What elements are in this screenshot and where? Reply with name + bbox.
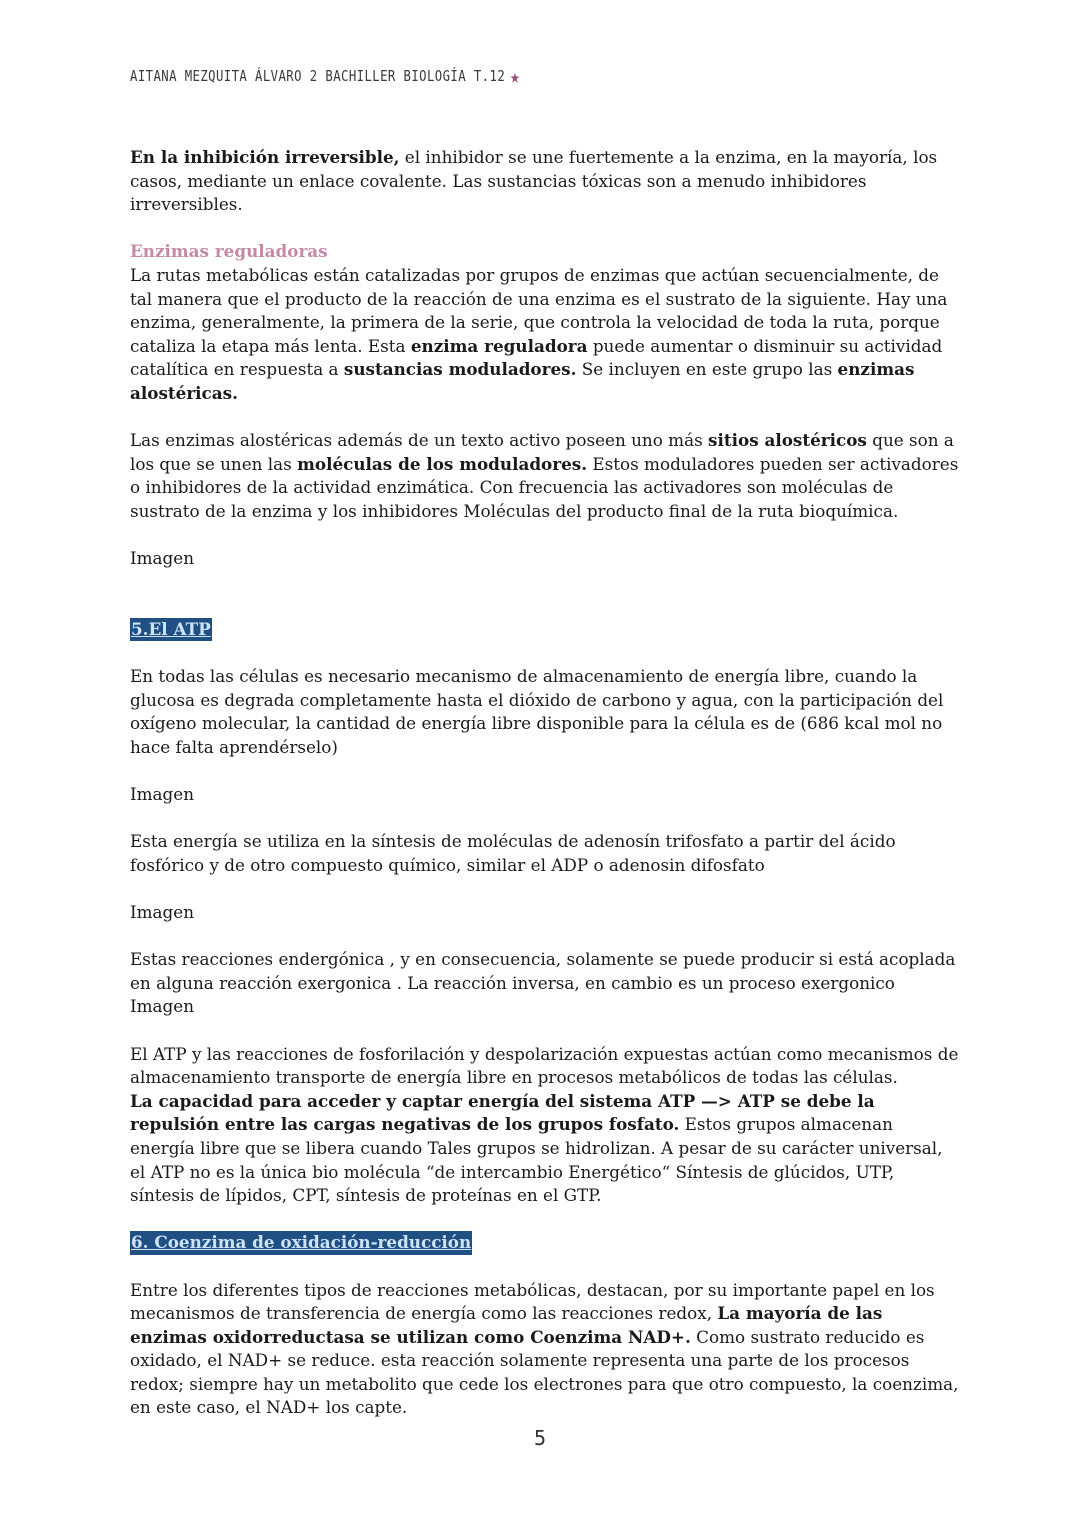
star-icon: ★: [510, 64, 521, 88]
section-heading-atp: [130, 618, 960, 642]
paragraph-text: La rutas metabólicas están catalizadas por grupos de enzimas que actúan secuencialmente, de tal manera que el producto de la reacción de una enzima es el sustrato de la siguiente. Hay una enzima, generalmente, la primera de la serie, que controla la velocidad de toda la ruta, porque cataliza la etapa más lenta. Esta: [130, 264, 948, 356]
image-placeholder: Imagen: [130, 548, 195, 569]
paragraph-energy-storage: En todas las células es necesario mecanismo de almacenamiento de energía libre, cuando la glucosa es degrada completamente hasta el dióxido de carbono y agua, con la participación del oxígeno molecular, la cantidad de energía libre disponible para la célula es de (686 kcal mol no hace falta aprendérselo): [130, 666, 944, 757]
bold-term: La capacidad para acceder y captar energía del sistema ATP —> ATP se debe la repulsión entre las cargas negativas de los grupos fosfato.: [130, 1090, 875, 1135]
bold-term: En la inhibición irreversible,: [130, 147, 400, 167]
paragraph-text: puede aumentar o disminuir su actividad catalítica en respuesta a: [130, 335, 943, 380]
subheading-text: Enzimas reguladoras: [130, 241, 328, 262]
bold-term: enzima reguladora: [410, 335, 588, 356]
paragraph-text: Estos grupos almacenan energía libre que se libera cuando Tales grupos se hidrolizan. A pesar de su carácter universal, el ATP no es la única bio molécula “de intercambio Energético“ Síntesis de glúcidos, UTP, síntesis de lípidos, CPT, síntesis de proteínas en el GTP.: [130, 1114, 943, 1206]
paragraph-text: que son a los que se unen las: [130, 430, 954, 474]
page-body: [130, 146, 960, 1420]
bold-term: enzimas alostéricas.: [130, 359, 915, 403]
paragraph-text: Estos moduladores pueden ser activadores o inhibidores de la actividad enzimática. Con frecuencia las activadores son moléculas de sustrato de la enzima y los inhibidores Moléculas del producto final de la ruta bioquímica.: [130, 453, 959, 521]
paragraph-text: Se incluyen en este grupo las: [576, 359, 838, 380]
paragraph-text: El ATP y las reacciones de fosforilación y despolarización expuestas actúan como mecanismos de almacenamiento transporte de energía libre en procesos metabólicos de todas las células.: [130, 1043, 959, 1088]
header-title: AITANA MEZQUITA ÁLVARO 2 BACHILLER BIOLOGÍA T.12: [130, 67, 506, 85]
paragraph-text: Entre los diferentes tipos de reacciones metabólicas, destacan, por su importante papel en los mecanismos de transferencia de energía como las reacciones redox,: [130, 1279, 935, 1324]
paragraph-text: el inhibidor se une fuertemente a la enzima, en la mayoría, los casos, mediante un enlace covalente. Las sustancias tóxicas son a menudo inhibidores irreversibles.: [130, 147, 938, 215]
paragraph-text: Las enzimas alostéricas además de un texto activo poseen uno más: [130, 430, 709, 451]
paragraph-allosteric-enzymes: [130, 429, 960, 523]
bold-term: La mayoría de las enzimas oxidorreductasa se utilizan como Coenzima NAD+.: [130, 1303, 883, 1347]
page-number: 5: [534, 1426, 547, 1450]
section-title[interactable]: 5.El ATP: [130, 618, 212, 642]
subheading-enzimas-reguladoras: [130, 240, 960, 264]
paragraph-endergonic: Estas reacciones endergónica , y en consecuencia, solamente se puede producir si está acoplada en alguna reacción exergonica . La reacción inversa, en cambio es un proceso exergonico: [130, 949, 956, 993]
paragraph-redox: [130, 1279, 960, 1421]
bold-term: moléculas de los moduladores.: [297, 453, 588, 474]
paragraph-regulatory-enzymes: [130, 264, 960, 406]
bold-term: sitios alostéricos: [708, 430, 867, 451]
image-placeholder: Imagen: [130, 902, 195, 922]
paragraph-atp-reactions: [130, 1043, 960, 1208]
paragraph-irreversible-inhibition: [130, 146, 960, 217]
bold-term: sustancias moduladores.: [343, 359, 577, 380]
paragraph-atp-synthesis: Esta energía se utiliza en la síntesis de moléculas de adenosín trifosfato a partir del ácido fosfórico y de otro compuesto químico, similar el ADP o adenosin difosfato: [130, 831, 896, 875]
page-header: [130, 64, 520, 88]
image-placeholder: Imagen: [130, 996, 195, 1017]
section-title[interactable]: 6. Coenzima de oxidación-reducción: [130, 1231, 472, 1255]
section-heading-coenzyme: [130, 1231, 960, 1255]
paragraph-text: Como sustrato reducido es oxidado, el NAD+ se reduce. esta reacción solamente representa una parte de los procesos redox; siempre hay un metabolito que cede los electrones para que otro compuesto, la coenzima, en este caso, el NAD+ los capte.: [130, 1326, 959, 1418]
image-placeholder: Imagen: [130, 784, 195, 805]
